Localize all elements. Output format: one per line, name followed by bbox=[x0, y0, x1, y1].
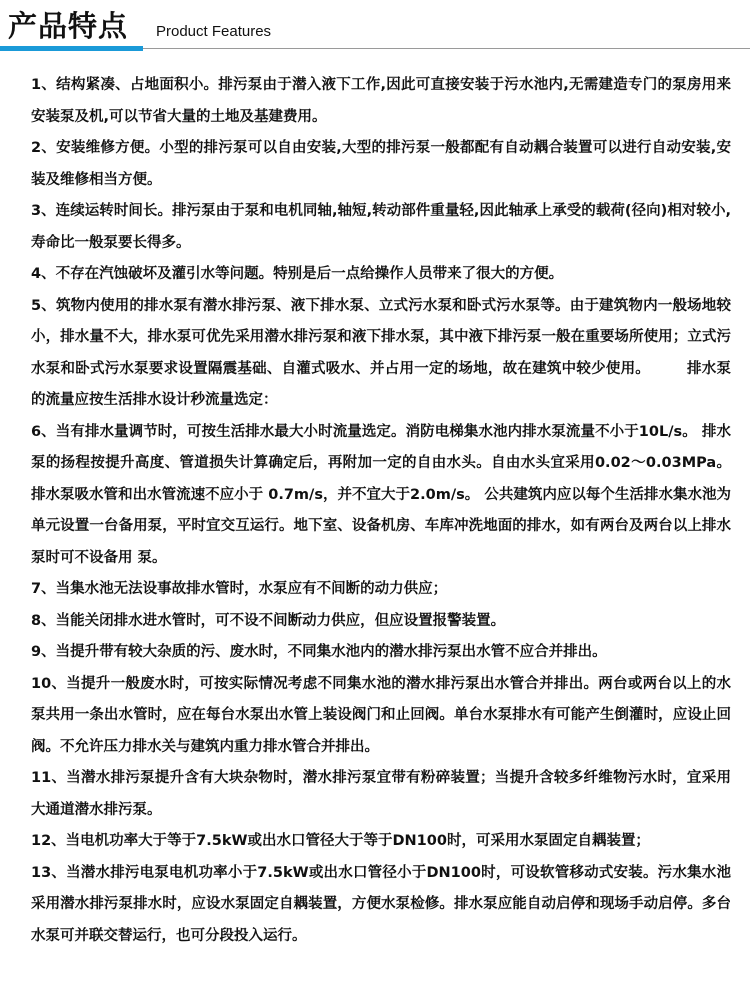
feature-item-6: 6、当有排水量调节时，可按生活排水最大小时流量选定。消防电梯集水池内排水泵流量不小于10L/s。 排水泵的扬程按提升高度、管道损失计算确定后，再附加一定的自由水头。自由水头宜采用0.02～0.03MPa。排水泵吸水管和出水管流速不应小于 0.7m/s，并不宜大于2.0m/s。 公共建筑内应以每个生活排水集水池为单元设置一台备用泵，平时宜交互运行。地下室、设备机房、车库冲洗地面的排水，如有两台及两台以上排水泵时可不设备用 泵。 bbox=[31, 423, 731, 566]
feature-item-1: 1、结构紧凑、占地面积小。排污泵由于潜入液下工作,因此可直接安装于污水池内,无需建造专门的泵房用来安装泵及机,可以节省大量的土地及基建费用。 bbox=[31, 77, 731, 125]
feature-item-7: 7、当集水池无法设事故排水管时，水泵应有不间断的动力供应； bbox=[31, 581, 448, 597]
feature-item-9: 9、当提升带有较大杂质的污、废水时，不同集水池内的潜水排污泵出水管不应合并排出。 bbox=[31, 644, 607, 660]
feature-item-13: 13、当潜水排污电泵电机功率小于7.5kW或出水口管径小于DN100时，可设软管移动式安装。污水集水池采用潜水排污泵排水时，应设水泵固定自耦装置，方便水泵检修。排水泵应能自动启停和现场手动启停。多台水泵可并联交替运行，也可分段投入运行。 bbox=[31, 864, 731, 944]
feature-item-10: 10、当提升一般废水时，可按实际情况考虑不同集水池的潜水排污泵出水管合并排出。两台或两台以上的水泵共用一条出水管时，应在每台水泵出水管上装设阀门和止回阀。单台水泵排水有可能产生倒灌时，应设止回阀。不允许压力排水关与建筑内重力排水管合并排出。 bbox=[31, 675, 731, 755]
feature-item-8: 8、当能关闭排水进水管时，可不设不间断动力供应，但应设置报警装置。 bbox=[31, 612, 506, 629]
section-title: 产品特点 bbox=[8, 9, 129, 43]
feature-item-12: 12、当电机功率大于等于7.5kW或出水口管径大于等于DN100时，可采用水泵固定自耦装置； bbox=[31, 833, 650, 849]
feature-list bbox=[31, 70, 731, 952]
header-accent-bar bbox=[0, 46, 143, 51]
feature-item-4: 4、不存在汽蚀破坏及灌引水等问题。特别是后一点给操作人员带来了很大的方便。 bbox=[31, 266, 564, 282]
feature-item-11: 11、当潜水排污泵提升含有大块杂物时，潜水排污泵宜带有粉碎装置；当提升含较多纤维物污水时，宜采用大通道潜水排污泵。 bbox=[31, 770, 731, 818]
feature-item-2: 2、安装维修方便。小型的排污泵可以自由安装,大型的排污泵一般都配有自动耦合装置可以进行自动安装,安装及维修相当方便。 bbox=[31, 140, 731, 188]
section-subtitle: Product Features bbox=[156, 23, 272, 40]
section-header bbox=[0, 0, 750, 56]
feature-item-5: 5、筑物内使用的排水泵有潜水排污泵、液下排水泵、立式污水泵和卧式污水泵等。由于建筑物内一般场地较小，排水量不大，排水泵可优先采用潜水排污泵和液下排水泵，其中液下排污泵一般在重要场所使用；立式污水泵和卧式污水泵要求设置隔震基础、自灌式吸水、并占用一定的场地，故在建筑中较少使用。 排水泵的流量应按生活排水设计秒流量选定： bbox=[31, 297, 731, 408]
feature-item-3: 3、连续运转时间长。排污泵由于泵和电机同轴,轴短,转动部件重量轻,因此轴承上承受的载荷(径向)相对较小,寿命比一般泵要长得多。 bbox=[31, 203, 731, 251]
